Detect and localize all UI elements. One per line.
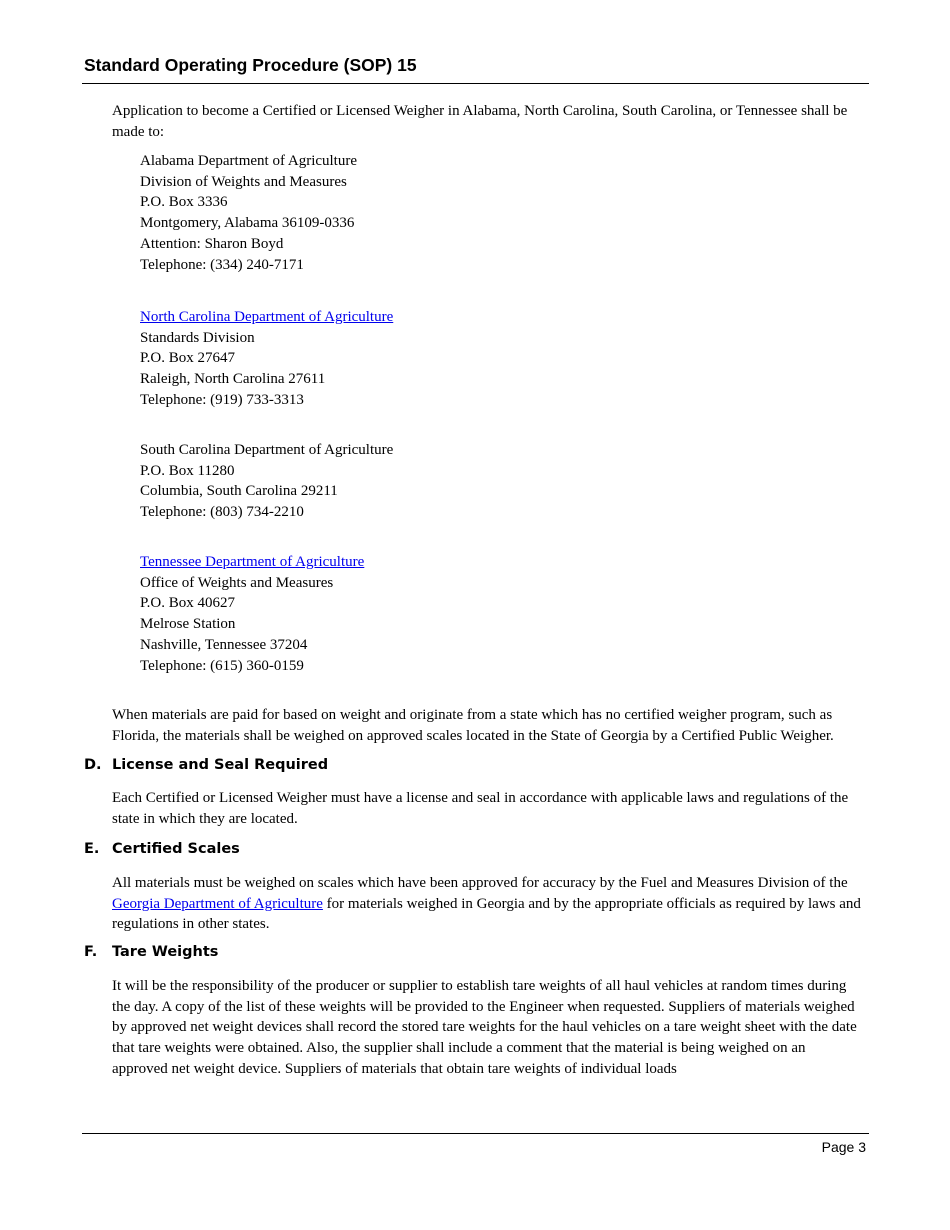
section-body-text: for materials weighed in Georgia and by the appropriate officials as required by laws and regulations in other states.	[112, 895, 861, 933]
section-letter: F.	[84, 944, 98, 960]
address-line: Office of Weights and Measures	[140, 574, 334, 591]
section-body-f: It will be the responsibility of the producer or supplier to establish tare weights of all haul vehicles at random times during the day. A copy of the list of these weights will be provided to the Engineer when requested. Suppliers of materials weighed by approved net weight devices shall record the stored tare weights for the haul vehicles on a tare weight sheet with the date that tare weights were obtained. Also, the supplier shall include a comment that the material is being weighed on an approved net weight device. Suppliers of materials that obtain tare weights of individual loads	[112, 978, 857, 1077]
address-line: Nashville, Tennessee 37204	[140, 636, 308, 653]
section-body-text: All materials must be weighed on scales which have been approved for accuracy by the Fuel and Measures Division of the	[112, 875, 848, 891]
header-divider	[82, 83, 869, 84]
address-line: P.O. Box 27647	[140, 350, 236, 367]
address-name: Alabama Department of Agriculture	[140, 153, 358, 169]
address-line: Melrose Station	[140, 616, 236, 633]
georgia-agriculture-link[interactable]: Georgia Department of Agriculture	[112, 895, 323, 912]
address-block-tennessee	[140, 552, 364, 676]
section-letter: D.	[84, 757, 102, 773]
address-name: South Carolina Department of Agriculture	[140, 442, 394, 458]
address-line: Columbia, South Carolina 29211	[140, 483, 338, 500]
address-line: Standards Division	[140, 329, 255, 346]
address-line: P.O. Box 40627	[140, 595, 236, 612]
address-line: Telephone: (334) 240-7171	[140, 256, 304, 273]
address-line: Telephone: (919) 733-3313	[140, 391, 304, 408]
footer-divider	[82, 1133, 869, 1134]
address-block-alabama	[140, 151, 357, 275]
nc-agriculture-link[interactable]: North Carolina Department of Agriculture	[140, 309, 394, 325]
address-line: Attention: Sharon Boyd	[140, 235, 284, 252]
section-heading-d	[84, 757, 328, 773]
no-program-paragraph: When materials are paid for based on weight and originate from a state which has no certified weigher program, such as Florida, the materials shall be weighed on approved scales located in the State of Georgia by a Certified Public Weigher.	[112, 707, 834, 744]
section-body-e	[112, 873, 864, 935]
address-line: Telephone: (803) 734-2210	[140, 504, 304, 521]
section-title: License and Seal Required	[112, 757, 329, 773]
page-title: Standard Operating Procedure (SOP) 15	[84, 55, 417, 75]
section-heading-e	[84, 841, 240, 857]
address-line: P.O. Box 3336	[140, 194, 228, 211]
section-title: Tare Weights	[112, 944, 219, 960]
section-title: Certified Scales	[112, 841, 240, 857]
address-block-south-carolina	[140, 440, 393, 523]
tn-agriculture-link[interactable]: Tennessee Department of Agriculture	[140, 554, 365, 570]
section-body-d: Each Certified or Licensed Weigher must have a license and seal in accordance with applicable laws and regulations of the state in which they are located.	[112, 790, 849, 827]
section-heading-f	[84, 944, 218, 960]
address-block-north-carolina	[140, 307, 393, 411]
address-line: Telephone: (615) 360-0159	[140, 657, 304, 674]
intro-paragraph: Application to become a Certified or Licensed Weigher in Alabama, North Carolina, South Carolina, or Tennessee shall be made to:	[112, 103, 848, 140]
address-line: Montgomery, Alabama 36109-0336	[140, 215, 355, 232]
section-letter: E.	[84, 841, 100, 857]
address-line: P.O. Box 11280	[140, 462, 235, 479]
address-line: Division of Weights and Measures	[140, 173, 347, 190]
page-number: Page 3	[821, 1139, 866, 1155]
address-line: Raleigh, North Carolina 27611	[140, 371, 326, 388]
